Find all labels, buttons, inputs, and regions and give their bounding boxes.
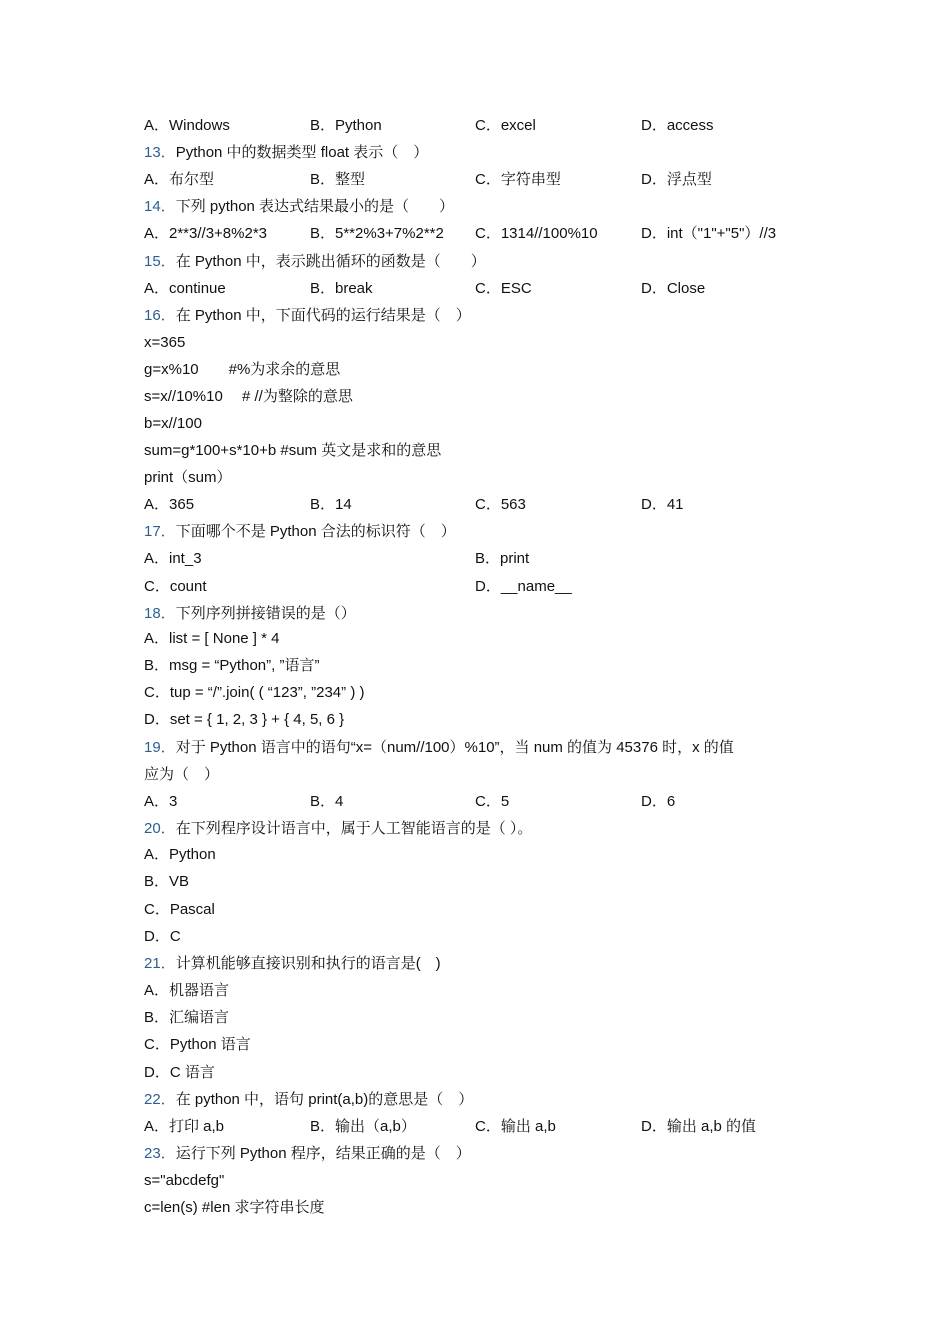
q15-options <box>144 278 804 300</box>
q20-option-c[interactable]: C．Pascal <box>144 901 215 918</box>
q18-option-c[interactable]: C．tup = “/”.join( ( “123”, ”234” ) ) <box>144 684 365 701</box>
q17-stem <box>144 521 804 543</box>
q20-text: 在下列程序设计语言中，属于人工智能语言的是（ ）。 <box>175 820 533 837</box>
q14-option-c[interactable]: C．1314//100%10 <box>475 225 598 242</box>
q14-option-d[interactable]: D．int（"1"+"5"）//3 <box>641 225 777 242</box>
q13-option-b[interactable]: B．整型 <box>310 171 366 188</box>
q14-option-a[interactable]: A．2**3//3+8%2*3 <box>144 225 268 242</box>
q16-option-d[interactable]: D．41 <box>641 496 684 513</box>
q18-text: 下列序列拼接错误的是（） <box>175 605 356 622</box>
q20-option-d[interactable]: D．C <box>144 928 181 945</box>
q22-option-c[interactable]: C．输出 a,b <box>475 1118 556 1135</box>
q15-option-b[interactable]: B．break <box>310 280 373 297</box>
q12-options <box>144 115 804 137</box>
q23-code-line: s="abcdefg" <box>144 1172 225 1189</box>
q19-options <box>144 791 804 813</box>
q16-stem <box>144 305 804 327</box>
q12-option-c[interactable]: C．excel <box>475 117 536 134</box>
q17-option-d[interactable]: D．__name__ <box>475 578 572 595</box>
q21-stem <box>144 953 804 975</box>
q13-option-a[interactable]: A．布尔型 <box>144 171 215 188</box>
q18-option-d[interactable]: D．set = { 1, 2, 3 } + { 4, 5, 6 } <box>144 711 345 728</box>
q17-text: 下面哪个不是 Python 合法的标识符（ ） <box>175 523 456 540</box>
q22-text: 在 python 中，语句 print(a,b)的意思是（ ） <box>175 1091 474 1108</box>
q20-stem <box>144 818 804 840</box>
q16-options <box>144 494 804 516</box>
q16-number: 16． <box>144 307 176 324</box>
q23-code-line: c=len(s) #len 求字符串长度 <box>144 1199 325 1216</box>
q19-option-c[interactable]: C．5 <box>475 793 510 810</box>
q14-stem <box>144 196 804 218</box>
q17-option-c[interactable]: C．count <box>144 578 207 595</box>
q18-option-b[interactable]: B．msg = “Python”, ”语言” <box>144 657 320 674</box>
q22-number: 22． <box>144 1091 176 1108</box>
q12-option-d[interactable]: D．access <box>641 117 714 134</box>
q22-options <box>144 1116 804 1138</box>
q16-code-line: g=x%10 #%为求余的意思 <box>144 361 341 378</box>
q15-option-d[interactable]: D．Close <box>641 280 706 297</box>
q20-number: 20． <box>144 820 176 837</box>
q13-text: Python 中的数据类型 float 表示（ ） <box>175 144 429 161</box>
q15-option-a[interactable]: A．continue <box>144 280 226 297</box>
q14-options <box>144 223 804 245</box>
q13-option-d[interactable]: D．浮点型 <box>641 171 712 188</box>
q16-code-line: b=x//100 <box>144 415 202 432</box>
q15-option-c[interactable]: C．ESC <box>475 280 532 297</box>
q12-option-b[interactable]: B．Python <box>310 117 382 134</box>
q19-text: 对于 Python 语言中的语句“x=（num//100）%10”，当 num 的值为 45376 时，x 的值 <box>175 739 734 756</box>
q13-options <box>144 169 804 191</box>
q15-stem <box>144 251 804 273</box>
q17-option-a[interactable]: A．int_3 <box>144 550 202 567</box>
q13-stem <box>144 142 804 164</box>
q19-option-b[interactable]: B．4 <box>310 793 344 810</box>
q22-option-b[interactable]: B．输出（a,b） <box>310 1118 416 1135</box>
q18-option-a[interactable]: A．list = [ None ] * 4 <box>144 630 280 647</box>
q21-option-c[interactable]: C．Python 语言 <box>144 1036 251 1053</box>
q13-number: 13． <box>144 144 176 161</box>
q20-option-b[interactable]: B．VB <box>144 873 190 890</box>
q18-number: 18． <box>144 605 176 622</box>
q14-number: 14． <box>144 198 176 215</box>
q22-option-d[interactable]: D．输出 a,b 的值 <box>641 1118 757 1135</box>
q16-code-line: x=365 <box>144 334 186 351</box>
q16-code-line: print（sum） <box>144 469 232 486</box>
q22-option-a[interactable]: A．打印 a,b <box>144 1118 225 1135</box>
q17-number: 17． <box>144 523 176 540</box>
q18-stem <box>144 603 804 625</box>
q21-text: 计算机能够直接识别和执行的语言是( ) <box>175 955 441 972</box>
q21-option-b[interactable]: B．汇编语言 <box>144 1009 230 1026</box>
q15-text: 在 Python 中，表示跳出循环的函数是（ ） <box>175 253 486 270</box>
q23-text: 运行下列 Python 程序，结果正确的是（ ） <box>175 1145 471 1162</box>
q17-options-row2 <box>144 576 804 598</box>
q19-stem <box>144 737 804 759</box>
q22-stem <box>144 1089 804 1111</box>
q19-stem-cont: 应为（ ） <box>144 766 220 783</box>
q19-option-d[interactable]: D．6 <box>641 793 676 810</box>
q21-option-a[interactable]: A．机器语言 <box>144 982 230 999</box>
q15-number: 15． <box>144 253 176 270</box>
q17-option-b[interactable]: B．print <box>475 550 530 567</box>
q16-code-line: sum=g*100+s*10+b #sum 英文是求和的意思 <box>144 442 442 459</box>
q21-option-d[interactable]: D．C 语言 <box>144 1064 215 1081</box>
q19-option-a[interactable]: A．3 <box>144 793 178 810</box>
q13-option-c[interactable]: C．字符串型 <box>475 171 561 188</box>
q12-option-a[interactable]: A．Windows <box>144 117 230 134</box>
q16-option-b[interactable]: B．14 <box>310 496 352 513</box>
q14-option-b[interactable]: B．5**2%3+7%2**2 <box>310 225 444 242</box>
q23-stem <box>144 1143 804 1165</box>
q21-number: 21． <box>144 955 176 972</box>
q16-option-c[interactable]: C．563 <box>475 496 526 513</box>
q19-number: 19． <box>144 739 176 756</box>
q17-options-row1 <box>144 548 804 570</box>
q20-option-a[interactable]: A．Python <box>144 846 216 863</box>
q23-number: 23． <box>144 1145 176 1162</box>
q16-text: 在 Python 中，下面代码的运行结果是（ ） <box>175 307 471 324</box>
q16-code-line: s=x//10%10 # //为整除的意思 <box>144 388 353 405</box>
q14-text: 下列 python 表达式结果最小的是（ ） <box>175 198 455 215</box>
q16-option-a[interactable]: A．365 <box>144 496 195 513</box>
